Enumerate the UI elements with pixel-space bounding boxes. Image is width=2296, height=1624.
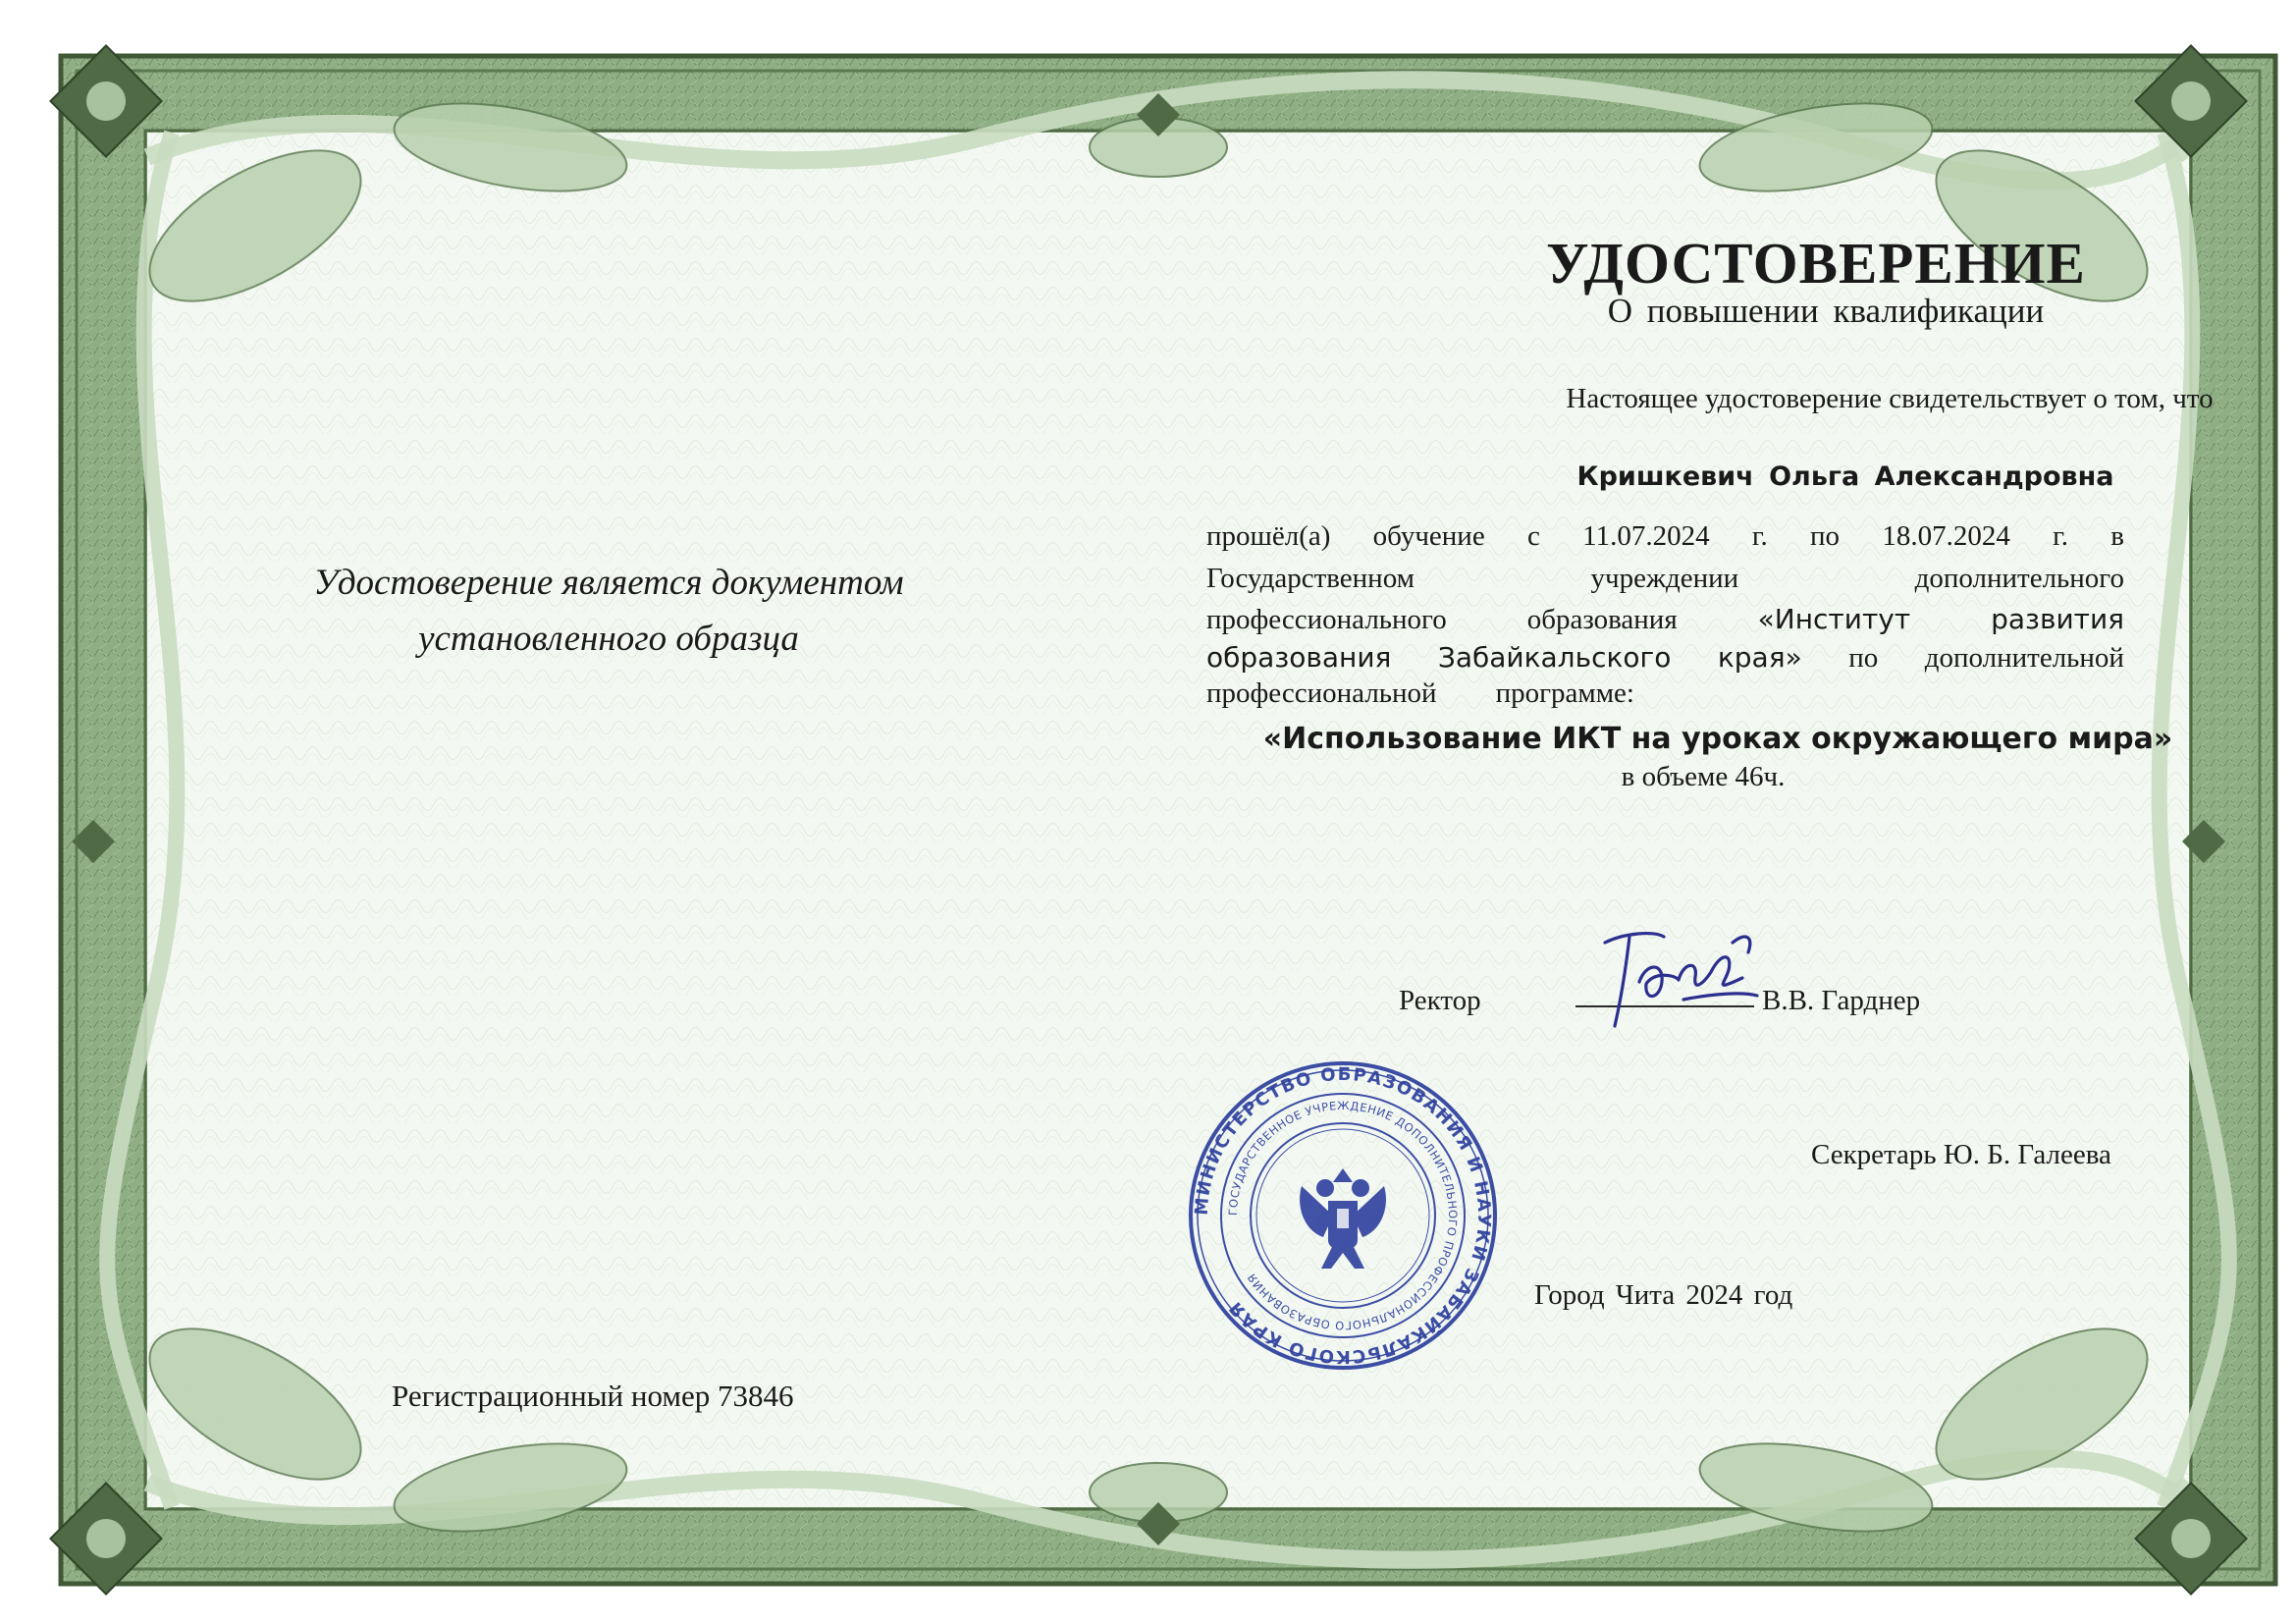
certificate-title: УДОСТОВЕРЕНИЕ [1546,231,2086,296]
program-title: «Использование ИКТ на уроках окружающего мира» [1262,722,2173,756]
rector-name: В.В. Гарднер [1762,985,1921,1016]
validity-note-line2: установленного образца [418,619,799,659]
body-word: в [2110,520,2124,552]
intro-text: Настоящее удостоверение свидетельствует о том, что [1566,383,2214,414]
start-date: 11.07.2024 [1582,520,1710,552]
body-word: учреждении [1590,563,1739,594]
body-word: образования [1526,604,1678,635]
official-seal-icon [1186,1058,1500,1373]
body-word: дополнительной [1924,642,2124,674]
certificate-subtitle: О повышении квалификации [1607,292,2045,330]
holder-name: Кришкевич Ольга Александровна [1576,461,2114,492]
institution-name-part: «Институт [1757,603,1911,635]
coat-of-arms-icon [1300,1168,1386,1269]
body-word: по [1810,520,1841,552]
body-word: г. [2053,520,2068,552]
body-word: по [1848,642,1879,674]
validity-note [245,555,972,667]
body-word: программе: [1495,677,1634,709]
program-volume: в объеме 46ч. [1621,761,1786,792]
city-and-year: Город Чита 2024 год [1534,1279,1793,1311]
registration-number: Регистрационный номер 73846 [392,1379,794,1413]
validity-note-line1: Удостоверение является документом [313,563,904,603]
body-word: Государственном [1206,563,1415,594]
body-word: дополнительного [1914,563,2124,594]
body-word: с [1526,520,1540,552]
institution-name-part: Забайкальского [1437,641,1672,674]
institution-name-part: развития [1991,603,2124,635]
body-line-4 [1206,641,2124,675]
body-word: прошёл(а) [1206,520,1331,552]
body-line-5 [1206,677,2124,710]
body-line-2 [1206,563,2124,595]
body-word: профессиональной [1206,677,1437,709]
end-date: 18.07.2024 [1882,520,2010,552]
body-line-1 [1206,520,2124,553]
institution-name-part: края» [1717,641,1802,674]
rector-signature-icon [1585,923,1762,1041]
institution-name-part: образования [1206,641,1392,674]
seal-inner-text: ГОСУДАРСТВЕННОЕ УЧРЕЖДЕНИЕ ДОПОЛНИТЕЛЬНОГО ПРОФЕССИОНАЛЬНОГО ОБРАЗОВАНИЯ [1225,1098,1461,1333]
seal-outer-text: МИНИСТЕРСТВО ОБРАЗОВАНИЯ И НАУКИ ЗАБАЙКАЛЬСКОГО КРАЯ [1191,1063,1495,1368]
body-word: обучение [1372,520,1485,552]
body-word: профессионального [1206,604,1447,635]
rector-label: Ректор [1399,985,1481,1016]
body-word: г. [1751,520,1768,552]
secretary-name: Секретарь Ю. Б. Галеева [1811,1139,2111,1170]
body-line-3 [1206,603,2124,636]
